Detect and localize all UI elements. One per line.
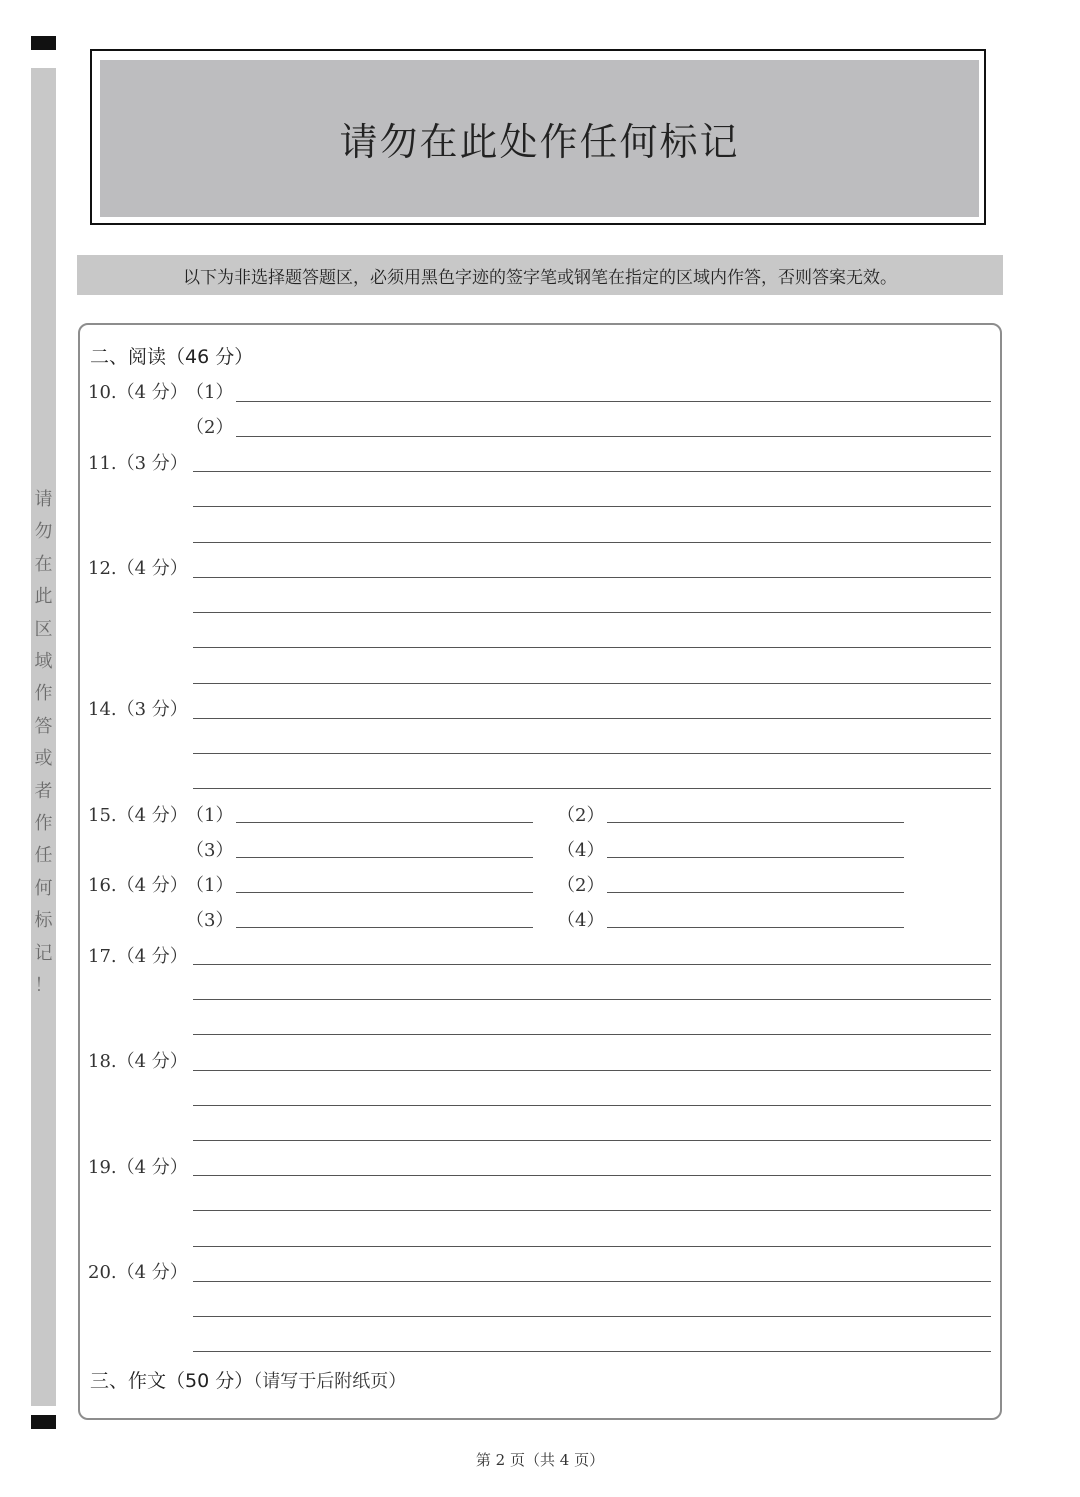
q12-answer-line[interactable] [193, 577, 991, 578]
q17-answer-line[interactable] [193, 964, 991, 965]
q14-answer-line[interactable] [193, 788, 991, 789]
q18-answer-line[interactable] [193, 1105, 991, 1106]
page-title: 请勿在此处作任何标记 [339, 120, 740, 164]
q16-sub-3-label: （3） [186, 910, 234, 931]
alignment-mark-bottom [31, 1415, 56, 1429]
q19-answer-line[interactable] [193, 1246, 991, 1247]
side-char: ！ [34, 975, 53, 997]
q20-answer-line[interactable] [193, 1281, 991, 1282]
question-18-label: 18.（4 分） [88, 1051, 188, 1072]
side-char: 记 [34, 942, 53, 964]
q16-sub-4-label: （4） [557, 910, 605, 931]
question-20-label: 20.（4 分） [88, 1262, 188, 1283]
side-char: 作 [34, 813, 53, 835]
q15-2-answer-line[interactable] [607, 822, 904, 823]
question-15-label: 15.（4 分） [88, 805, 188, 826]
no-mark-box [100, 60, 979, 217]
section-essay-title [90, 1366, 406, 1393]
q10-sub-2-label: （2） [186, 417, 234, 438]
q18-answer-line[interactable] [193, 1140, 991, 1141]
side-char: 此 [34, 586, 53, 608]
question-11-label: 11.（3 分） [88, 453, 188, 474]
essay-note: （请写于后附纸页） [253, 1371, 407, 1392]
q10-sub-1-label: （1） [186, 382, 234, 403]
q17-answer-line[interactable] [193, 1034, 991, 1035]
section-reading-title: 二、阅读（46 分） [90, 346, 254, 368]
question-19-label: 19.（4 分） [88, 1157, 188, 1178]
q16-sub-2-label: （2） [557, 875, 605, 896]
q15-4-answer-line[interactable] [607, 857, 904, 858]
q15-sub-3-label: （3） [186, 840, 234, 861]
q12-answer-line[interactable] [193, 612, 991, 613]
side-char: 者 [34, 780, 53, 802]
q16-1-answer-line[interactable] [236, 892, 533, 893]
side-char: 在 [34, 553, 53, 575]
essay-title: 三、作文（50 分） [90, 1370, 254, 1392]
q10-1-answer-line[interactable] [236, 401, 991, 402]
q11-answer-line[interactable] [193, 471, 991, 472]
q12-answer-line[interactable] [193, 647, 991, 648]
q16-4-answer-line[interactable] [607, 927, 904, 928]
side-char: 何 [34, 877, 53, 899]
q16-sub-1-label: （1） [186, 875, 234, 896]
question-17-label: 17.（4 分） [88, 946, 188, 967]
side-char: 或 [34, 748, 53, 770]
q20-answer-line[interactable] [193, 1316, 991, 1317]
side-char: 区 [34, 618, 53, 640]
q12-answer-line[interactable] [193, 683, 991, 684]
q16-3-answer-line[interactable] [236, 927, 533, 928]
alignment-mark-top [31, 36, 56, 50]
question-10-label: 10.（4 分） [88, 382, 188, 403]
q15-sub-4-label: （4） [557, 840, 605, 861]
side-char: 标 [34, 910, 53, 932]
q14-answer-line[interactable] [193, 718, 991, 719]
q19-answer-line[interactable] [193, 1175, 991, 1176]
q15-3-answer-line[interactable] [236, 857, 533, 858]
side-char: 任 [34, 845, 53, 867]
q15-sub-2-label: （2） [557, 805, 605, 826]
question-14-label: 14.（3 分） [88, 699, 188, 720]
question-12-label: 12.（4 分） [88, 558, 188, 579]
side-warning-text [31, 484, 56, 1003]
question-16-label: 16.（4 分） [88, 875, 188, 896]
q15-1-answer-line[interactable] [236, 822, 533, 823]
q14-answer-line[interactable] [193, 753, 991, 754]
side-char: 勿 [34, 521, 53, 543]
q10-2-answer-line[interactable] [236, 436, 991, 437]
q15-sub-1-label: （1） [186, 805, 234, 826]
side-char: 请 [34, 489, 53, 510]
q18-answer-line[interactable] [193, 1070, 991, 1071]
side-char: 答 [34, 715, 53, 737]
q17-answer-line[interactable] [193, 999, 991, 1000]
q20-answer-line[interactable] [193, 1351, 991, 1352]
q16-2-answer-line[interactable] [607, 892, 904, 893]
q19-answer-line[interactable] [193, 1210, 991, 1211]
side-char: 作 [34, 683, 53, 705]
answer-notice-banner: 以下为非选择题答题区，必须用黑色字迹的签字笔或钢笔在指定的区域内作答，否则答案无效。 [77, 255, 1003, 295]
side-char: 域 [34, 651, 53, 673]
q11-answer-line[interactable] [193, 542, 991, 543]
q11-answer-line[interactable] [193, 506, 991, 507]
page-number: 第 2 页（共 4 页） [475, 1451, 605, 1469]
